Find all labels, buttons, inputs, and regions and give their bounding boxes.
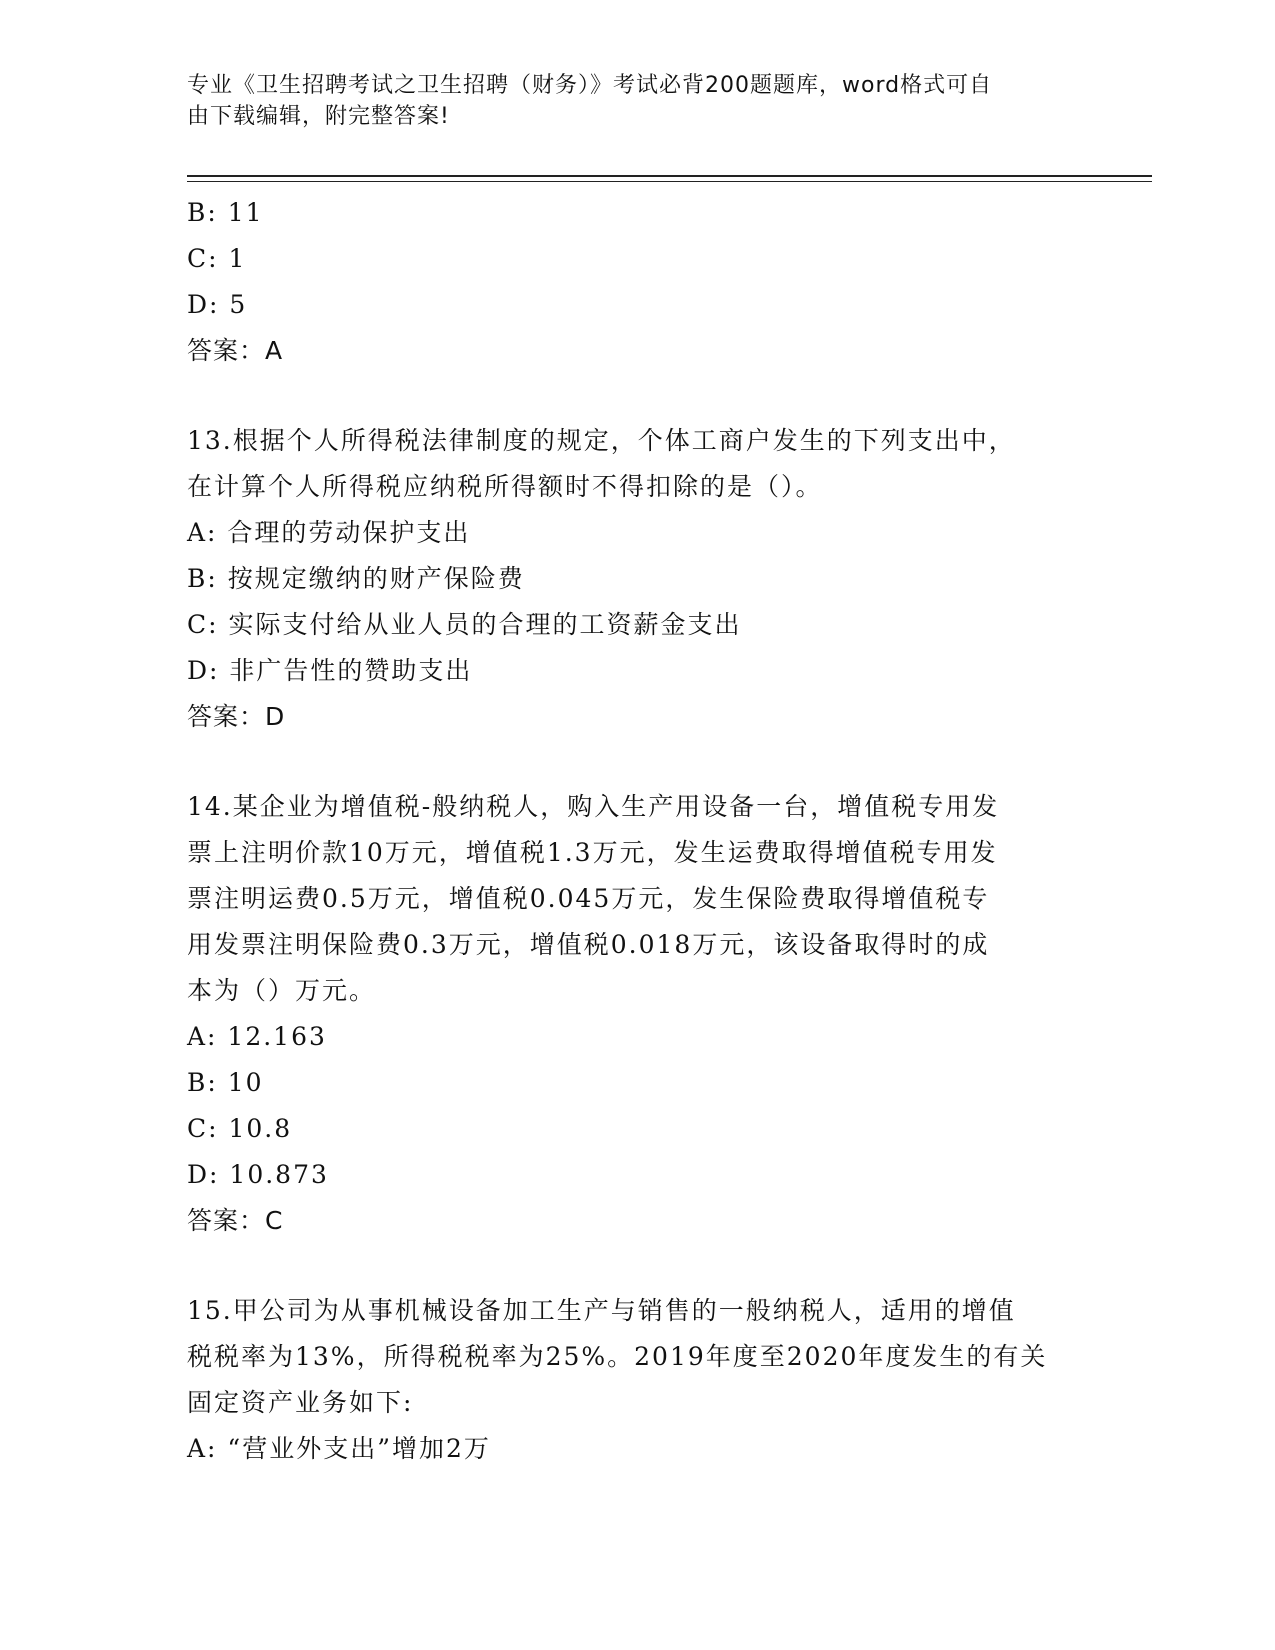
option-a: A: 合理的劳动保护支出 — [187, 518, 471, 547]
question-content — [187, 190, 1087, 1472]
question-14 — [187, 784, 1087, 1244]
header-line-1: 专业《卫生招聘考试之卫生招聘（财务）》考试必背200题题库，word格式可自 — [187, 73, 993, 98]
question-stem-line: 15.甲公司为从事机械设备加工生产与销售的一般纳税人，适用的增值 — [187, 1296, 1016, 1325]
option-c: C: 1 — [187, 244, 247, 273]
option-a: A: 12.163 — [187, 1022, 327, 1051]
option-d: D: 5 — [187, 290, 248, 319]
question-stem-line: 固定资产业务如下: — [187, 1388, 414, 1417]
header-divider-thick — [187, 175, 1152, 177]
question-stem-line: 13.根据个人所得税法律制度的规定，个体工商户发生的下列支出中， — [187, 426, 1016, 455]
question-13 — [187, 418, 1087, 740]
document-header — [187, 70, 1067, 132]
option-c: C: 10.8 — [187, 1114, 293, 1143]
header-line-2: 由下载编辑，附完整答案! — [187, 104, 450, 129]
answer-line: 答案：C — [187, 1206, 284, 1235]
option-b: B: 10 — [187, 1068, 264, 1097]
option-d: D: 非广告性的赞助支出 — [187, 656, 473, 685]
question-stem-line: 在计算个人所得税应纳税所得额时不得扣除的是（）。 — [187, 472, 823, 501]
question-stem-line: 票上注明价款10万元，增值税1.3万元，发生运费取得增值税专用发 — [187, 838, 998, 867]
answer-line: 答案：A — [187, 336, 284, 365]
option-d: D: 10.873 — [187, 1160, 329, 1189]
answer-line: 答案：D — [187, 702, 286, 731]
option-a: A: “营业外支出”增加2万 — [187, 1434, 491, 1463]
question-stem-line: 本为（）万元。 — [187, 976, 377, 1005]
option-b: B: 11 — [187, 198, 264, 227]
option-c: C: 实际支付给从业人员的合理的工资薪金支出 — [187, 610, 742, 639]
option-b: B: 按规定缴纳的财产保险费 — [187, 564, 525, 593]
question-stem-line: 税税率为13%，所得税税率为25%。2019年度至2020年度发生的有关 — [187, 1342, 1048, 1371]
question-15 — [187, 1288, 1087, 1472]
question-stem-line: 14.某企业为增值税-般纳税人，购入生产用设备一台，增值税专用发 — [187, 792, 1000, 821]
header-divider-thin — [187, 181, 1152, 182]
question-stem-line: 票注明运费0.5万元，增值税0.045万元，发生保险费取得增值税专 — [187, 884, 990, 913]
prev-question-block — [187, 190, 1087, 374]
question-stem-line: 用发票注明保险费0.3万元，增值税0.018万元，该设备取得时的成 — [187, 930, 990, 959]
